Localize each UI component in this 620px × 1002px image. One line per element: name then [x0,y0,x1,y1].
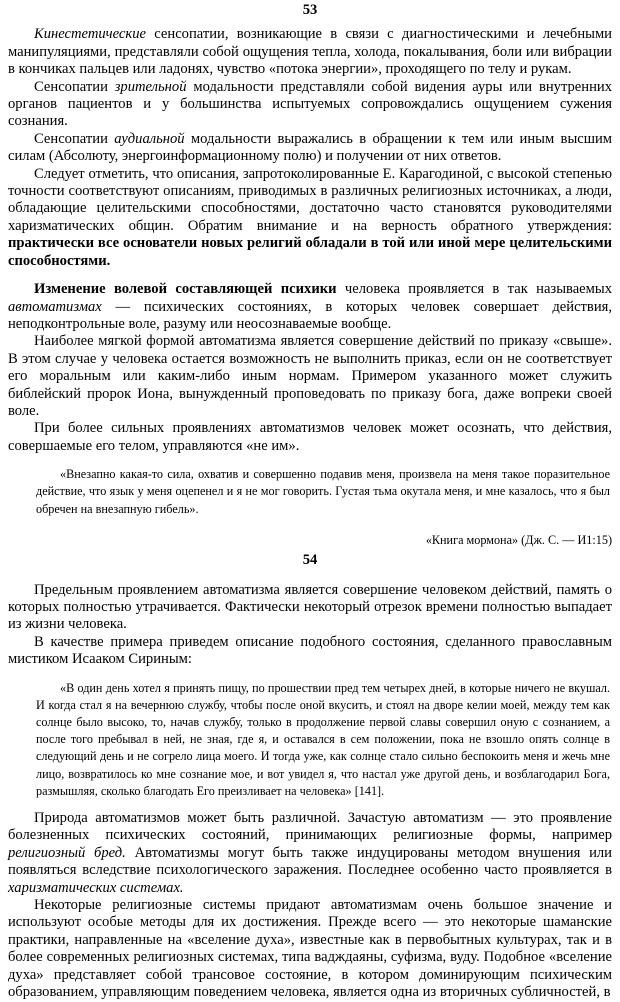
bold-statement: практически все основатели новых религий обладали в той или иной мере целительскими способностями. [8,235,612,269]
quote-source: «Книга мормона» (Дж. С. — И1:15) [425,532,612,547]
paragraph-text: модальности представляли собой видения ауры или внутренних органов пациентов и у большинства испытуемых сопровождались ощущением сужения сознания. [8,78,613,130]
quote-isaac: «В один день хотел я принять пищу, по прошествии пред тем четырех дней, в которые ничего не вкушал. И когда стал я на вечернюю службу, чтобы после оной вкусить, и стоял на дворе келии моей, между тем как солнце было высоко, то, начав службу, только в продолжение первой славы совершил оную с сознанием, а после того пребывал в ней, не зная, где я, и оставался в сем положении, пока не взошло опять солнце в следующий день и не согрело лица моего. И тогда уже, как солнце стало сильно беспокоить меня и жечь мне лицо, возвратилось ко мне сознание мое, и вот увидел я, что настал уже другой день, и возблагодарил Бога, размышляя, сколько благодать Его преизливает на человека» [141]. [36,680,610,798]
paragraph-text: Автоматизмы могут быть также индуцированы методом внушения или появляться вследствие психологического заражения. Последнее особенно часто проявляется в [8,844,612,879]
italic-term: зрительной [114,78,187,95]
paragraph-text: Следует отметить, что описания, запротоколированные Е. Карагодиной, с высокой степенью точности соответствуют описаниям, приводимых в различных религиозных источниках, а люди, обладающие целительскими способностями, достаточно часто становятся руководителями харизматических общин. Обратим внимание и на верность обратного утверждения: [8,165,612,234]
page-number-53: 53 [302,2,318,18]
paragraph-text: Сенсопатии [34,78,115,95]
paragraph-text: Природа автоматизмов может быть различной. Зачастую автоматизм — это проявление болезненных психических состояний, принимающих религиозные формы, например [8,810,612,844]
paragraph-shamanic: Некоторые религиозные системы придают автоматизмам очень большое значение и используют особые методы для их достижения. Прежде всего — это некоторые шаманские практики, направленные на «вселение духа», известные как в первобытных культурах, так и в более современных религиозных системах, типа вадждаяны, суфизма, вуду. Подобное «вселение духа» представляет собой трансовое состояние, в котором доминирующим психическим образованием, управляющим поведением человека, является одна из вторичных субличностей, в [8,897,612,1001]
paragraph-nature [8,810,612,897]
quote-mormon: «Внезапно какая-то сила, охватив и совершенно подавив меня, произвела на меня такое поразительное действие, что язык у меня оцепенел и я не мог говорить. Густая тьма окутала меня, и мне казалось, что я был обречен на внезапную гибель». [36,467,610,516]
italic-term: автоматизмах [8,298,102,315]
bold-heading: Изменение волевой составляющей психики [34,281,337,298]
paragraph-isaac-intro: В качестве примера приведем описание подобного состояния, сделанного православным мистиком Исааком Сириным: [8,633,612,668]
page-number-54: 54 [302,552,318,569]
paragraph-visual [8,79,612,131]
paragraph-memory-loss: Предельным проявлением автоматизма является совершение человеком действий, память о которых полностью утрачивается. Фактически некоторый отрезок времени полностью выпадает из жизни человека. [8,581,612,633]
paragraph-text: сенсопатии, возникающие в связи с диагностическими и лечебными манипуляциями, представляли собой ощущения тепла, холода, покалывания, боли или вибрации в кончиках пальцев или ладонях, чувство «потока энергии», проходящего по телу и рукам. [8,26,612,78]
paragraph-text: — психических состояниях, в которых человек совершает действия, неподконтрольные воле, разуму или неосознаваемые вообще. [8,298,612,332]
paragraph-audial [8,131,612,166]
paragraph-strong-automatism: При более сильных проявлениях автоматизмов человек может осознать, что действия, совершаемые его телом, управляются «не им». [8,420,612,454]
paragraph-text: Сенсопатии [34,130,115,147]
paragraph-gap [8,270,612,281]
paragraph-text: человека проявляется в так называемых [336,281,612,298]
paragraph-karagodina [8,166,612,270]
italic-term: харизматических системах. [8,879,184,896]
italic-term: аудиальной [114,130,185,147]
paragraph-text: модальности выражались в обращении к тем или иным высшим силам (Абсолюту, энергоинформационному полю) и получении от них ответов. [8,130,613,165]
italic-term: Кинестетические [34,26,146,43]
paragraph-volition [8,281,612,333]
paragraph-mild-automatism: Наиболее мягкой формой автоматизма является совершение действий по приказу «свыше». В этом случае у человека остается возможность не выполнить приказ, если он не соответствует его моральным или каким-либо иным нормам. Примером указанного может служить библейский пророк Иона, вынужденный проповедовать по приказу бога, даже вопреки своей воле. [8,333,612,419]
italic-term: религиозный бред. [8,844,126,861]
paragraph-kinesthetic [8,26,612,78]
